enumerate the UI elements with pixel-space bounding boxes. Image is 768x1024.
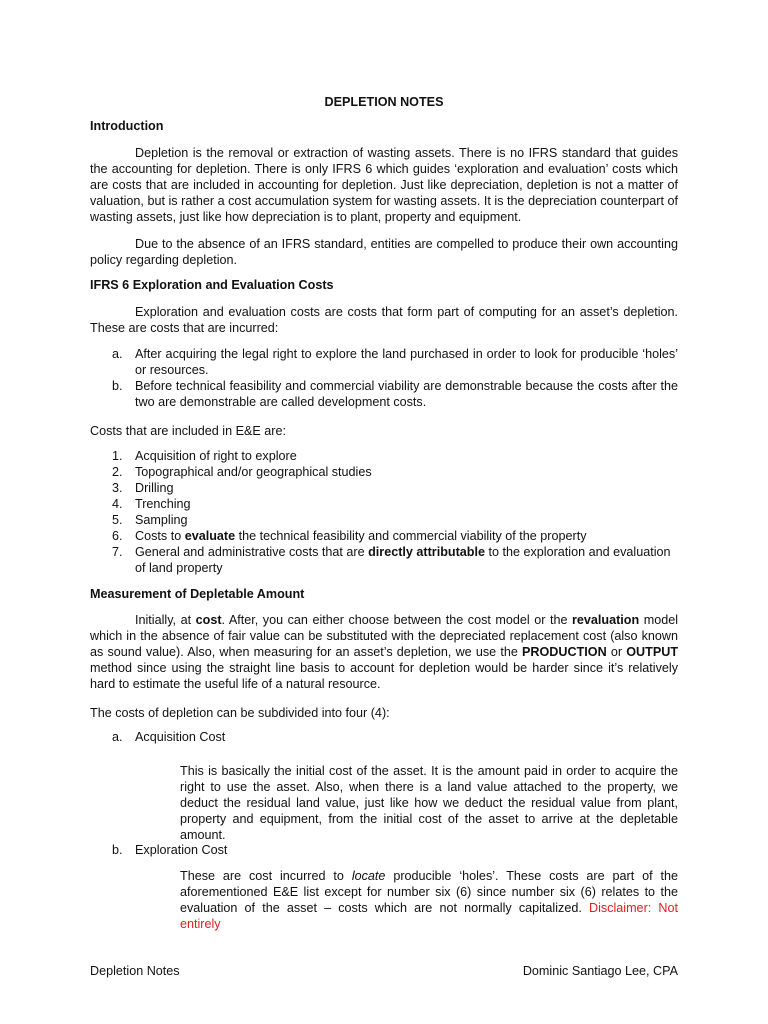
text-run: or <box>606 645 627 659</box>
measurement-paragraph <box>90 612 678 692</box>
bold-run: directly attributable <box>368 545 485 559</box>
ee-list <box>90 448 678 576</box>
acquisition-cost-label: Acquisition Cost <box>135 730 226 744</box>
text-run: These are cost incurred to <box>180 869 352 883</box>
ee-intro: Costs that are included in E&E are: <box>90 424 287 438</box>
text-run: model which in the absence of fair value can be substituted with the depreciated replacement cost (also known as sound value). Also, when measuring for an asset’s depletion, we use the <box>90 613 678 659</box>
list-marker: 7. <box>112 545 123 559</box>
bold-run: PRODUCTION <box>522 645 607 659</box>
list-item <box>90 448 678 464</box>
exploration-cost-label: Exploration Cost <box>135 843 228 857</box>
bold-run: revaluation <box>571 613 640 627</box>
list-item <box>90 544 678 576</box>
list-item-text: Topographical and/or geographical studies <box>135 465 372 479</box>
list-item-text: After acquiring the legal right to explore the land purchased in order to look for producible ‘holes’ or resources. <box>135 347 678 377</box>
list-marker: 5. <box>112 513 123 527</box>
bold-run: evaluate <box>184 529 236 543</box>
intro-paragraph-1: Depletion is the removal or extraction of wasting assets. There is no IFRS standard that guides the accounting for depletion. There is only IFRS 6 which guides ‘exploration and evaluation’ costs which are costs that are included in accounting for depletion. Just like depreciation, depletion is not a matter of valuation, but is rather a cost accumulation system for wasting assets. It is the depreciation counterpart of wasting assets, just like how depreciation is to plant, property and equipment. <box>90 146 678 224</box>
list-item <box>90 480 678 496</box>
list-marker: 1. <box>112 449 123 463</box>
list-item <box>90 464 678 480</box>
footer-right: Dominic Santiago Lee, CPA <box>522 964 678 978</box>
italic-run: locate <box>351 869 386 883</box>
text-run: Costs to <box>135 529 185 543</box>
text-run: method since using the straight line basis to account for depletion would be harder since it’s relatively hard to estimate the useful life of a natural resource. <box>90 661 678 691</box>
list-marker: a. <box>112 347 123 361</box>
list-item <box>90 512 678 528</box>
disclaimer-text: Disclaimer: Not entirely <box>180 901 678 931</box>
bold-run: cost <box>195 613 222 627</box>
intro-heading: Introduction <box>90 119 164 133</box>
measurement-heading: Measurement of Depletable Amount <box>90 587 305 601</box>
bold-run: OUTPUT <box>626 645 679 659</box>
list-marker: 6. <box>112 529 123 543</box>
list-marker: b. <box>112 843 123 857</box>
list-marker: 2. <box>112 465 123 479</box>
page-title: DEPLETION NOTES <box>324 95 444 109</box>
incurred-list <box>90 346 678 410</box>
list-item-text: Acquisition of right to explore <box>135 449 297 463</box>
text-run: General and administrative costs that are <box>135 545 369 559</box>
list-item-text: Before technical feasibility and commercial viability are demonstrable because the costs after the two are demonstrable are called development costs. <box>135 379 678 409</box>
list-item <box>90 346 678 378</box>
text-run: to the exploration and evaluation of land property <box>135 545 671 575</box>
subdivided-intro: The costs of depletion can be subdivided into four (4): <box>90 706 390 720</box>
list-item <box>90 378 678 410</box>
text-run: the technical feasibility and commercial viability of the property <box>235 529 587 543</box>
list-marker: b. <box>112 379 123 393</box>
list-item-text: Drilling <box>135 481 174 495</box>
list-marker: 3. <box>112 481 123 495</box>
list-marker: 4. <box>112 497 123 511</box>
list-item-text: Sampling <box>135 513 188 527</box>
footer-left: Depletion Notes <box>90 964 180 978</box>
intro-paragraph-2: Due to the absence of an IFRS standard, entities are compelled to produce their own accounting policy regarding depletion. <box>90 237 678 267</box>
list-item <box>90 496 678 512</box>
list-item <box>90 528 678 544</box>
ifrs6-heading: IFRS 6 Exploration and Evaluation Costs <box>90 278 334 292</box>
text-run: producible ‘holes’. These costs are part of the aforementioned E&E list except for number six (6) since number six (6) relates to the evaluation of the asset – costs which are not normally capitalized. <box>180 869 679 915</box>
exploration-cost-text <box>180 868 678 932</box>
text-run: . After, you can either choose between the cost model or the <box>221 613 572 627</box>
list-marker: a. <box>112 730 123 744</box>
acquisition-cost-text: This is basically the initial cost of the asset. It is the amount paid in order to acquire the right to use the asset. Also, when there is a land value attached to the property, we deduct the residual land value, just like how we deduct the residual value from plant, property and equipment, from the initial cost of the asset to arrive at the depletable amount. <box>180 764 678 842</box>
ifrs6-paragraph: Exploration and evaluation costs are costs that form part of computing for an asset’s depletion. These are costs that are incurred: <box>90 305 678 335</box>
text-run: Initially, at <box>135 613 196 627</box>
list-item-text: Trenching <box>135 497 191 511</box>
